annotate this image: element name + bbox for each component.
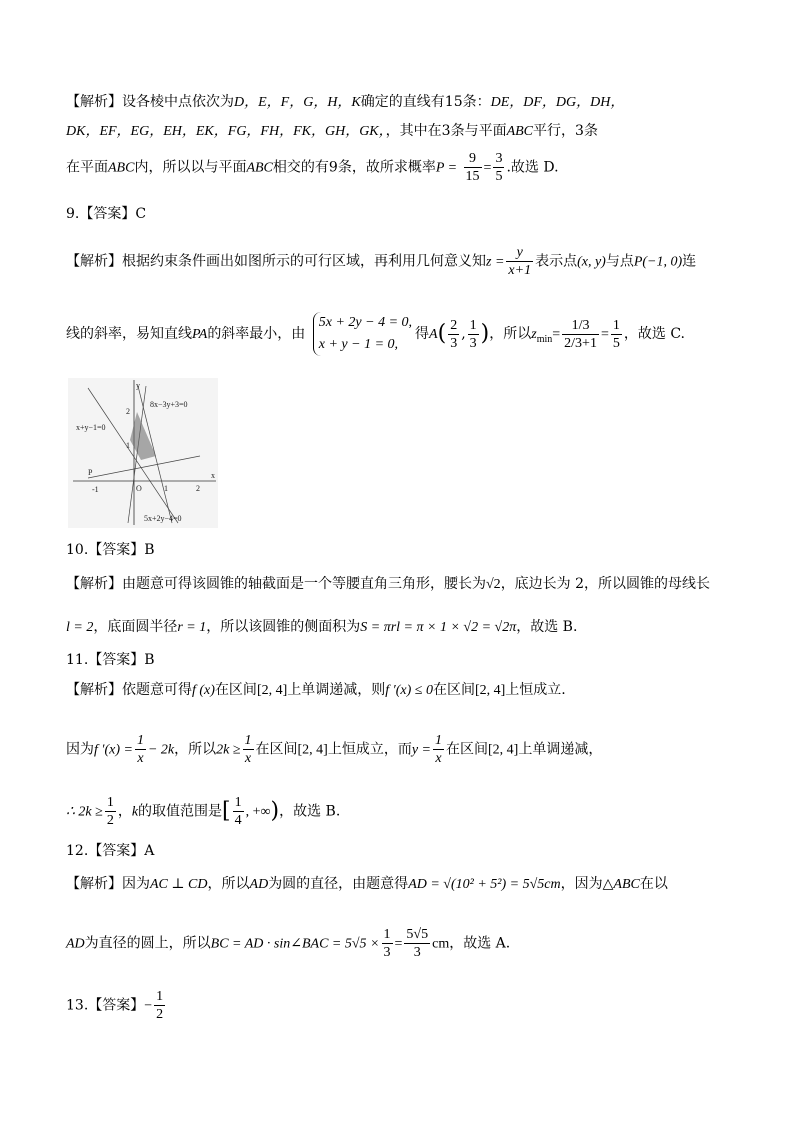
text: 【解析】根据约束条件画出如图所示的可行区域，再利用几何意义知 <box>66 253 486 270</box>
den: 15 <box>465 169 480 184</box>
den: x+1 <box>508 263 532 278</box>
text-line <box>66 92 624 113</box>
text: ，因为△ <box>560 876 614 892</box>
math: AD = √(10² + 5²) = 5√5cm <box>408 877 561 892</box>
den: 2 <box>156 1007 164 1022</box>
paren: ) <box>480 321 490 346</box>
math: 2k ≥ <box>216 742 241 758</box>
text: 表示点 <box>535 253 578 270</box>
bracket: [ <box>222 798 231 824</box>
text: ，所以 <box>489 326 532 342</box>
text: 平行，3条 <box>533 123 598 139</box>
text: 在区间 <box>446 741 489 758</box>
text: 【解析】由题意可得该圆锥的轴截面是一个等腰直角三角形，腰长为 <box>66 576 486 592</box>
feasible-region-figure <box>68 378 218 528</box>
math: [2, 4] <box>474 683 506 698</box>
den: 3 <box>450 335 458 351</box>
math: f ′(x) ≤ 0 <box>385 683 433 698</box>
text-line: 线的斜率，易知直线PA的斜率最小，由 5x + 2y − 4 = 0, x + y − 1 = 0, 得A( $\frac{2}{3}$ , $\frac{1}{3}$ )，所以$z_{min}=$ $\frac{1/3}{2/3+1}$ = $\frac{1}{5}$ ，故选 C. <box>66 312 685 356</box>
text: 上恒成立. <box>505 682 566 698</box>
math: PA <box>192 327 208 342</box>
math: − 2k <box>147 742 175 758</box>
text: .故选 D. <box>506 159 559 176</box>
text: ，底面圆半径 <box>93 619 178 635</box>
math: P = <box>435 160 458 176</box>
label-t2: 2 <box>196 484 200 493</box>
label-xy: x+y−1=0 <box>76 423 106 432</box>
text: 上单调递减，则 <box>287 682 386 698</box>
text-line <box>66 794 340 829</box>
fraction <box>448 317 459 352</box>
math: k <box>131 804 139 820</box>
answer-heading: 12.【答案】A <box>66 843 155 859</box>
math: ∴ 2k ≥ <box>66 804 103 820</box>
text: ，故选 C. <box>623 326 685 342</box>
text: 在区间 <box>255 741 298 758</box>
fraction <box>464 150 482 185</box>
label-m1: -1 <box>92 485 99 494</box>
num: 1 <box>244 733 252 748</box>
label-p: P <box>88 468 93 477</box>
text: 确定的直线有15条： <box>360 94 491 110</box>
num: 1 <box>234 795 242 810</box>
fraction <box>611 317 622 352</box>
den: x <box>435 751 442 766</box>
text: ，所以 <box>207 876 250 892</box>
sub: min <box>536 333 553 345</box>
text-line <box>66 874 668 895</box>
fraction <box>243 732 254 767</box>
text: ，所以 <box>174 741 217 758</box>
text: ，故选 B. <box>279 803 341 820</box>
text: ，故选 B. <box>516 619 578 635</box>
math: P(−1, 0) <box>633 254 683 270</box>
fraction <box>404 926 430 961</box>
fraction <box>382 926 393 961</box>
den: 2 <box>106 813 114 828</box>
math: AD <box>249 877 269 892</box>
text: 在区间 <box>432 682 475 698</box>
fraction <box>154 988 165 1023</box>
math: S = πrl = π × 1 × √2 = √2π <box>360 620 517 635</box>
fraction <box>233 794 244 829</box>
den: 4 <box>234 813 242 828</box>
den: 5 <box>495 169 503 184</box>
math: ABC <box>108 160 135 176</box>
answer-heading: 11.【答案】B <box>66 652 155 668</box>
math: y = <box>411 742 432 758</box>
label-t1: 1 <box>164 484 168 493</box>
num: 9 <box>464 150 482 168</box>
eq: = <box>394 936 403 952</box>
math: f (x) <box>192 683 215 698</box>
paren: ( <box>437 321 447 346</box>
text: 【解析】依题意可得 <box>66 682 192 698</box>
num: 3 <box>495 151 503 166</box>
den: 3 <box>383 945 391 960</box>
den: 3 <box>413 945 421 960</box>
fraction <box>562 317 599 352</box>
text: 为直径的圆上，所以 <box>84 935 211 952</box>
math: r = 1 <box>177 620 207 635</box>
math: z = <box>486 254 505 270</box>
text-line <box>66 150 559 185</box>
label-5x: 5x+2y−4=0 <box>144 514 182 523</box>
label-y: y <box>136 381 140 390</box>
text: 相交的有9条，故所求概率 <box>272 159 436 176</box>
fraction <box>105 794 116 829</box>
math: AC ⊥ CD <box>150 877 208 892</box>
text: 在以 <box>639 876 668 892</box>
eq: x + y − 1 = 0, <box>318 337 399 352</box>
answer-heading: 10.【答案】B <box>66 542 155 558</box>
text: 与点 <box>605 253 634 270</box>
den: 2/3+1 <box>564 335 597 351</box>
label-8x: 8x−3y+3=0 <box>150 400 188 409</box>
math: A <box>429 327 438 342</box>
text: 【解析】设各棱中点依次为 <box>66 94 234 110</box>
label-y2: 2 <box>126 407 130 416</box>
math: [2, 4] <box>488 742 519 758</box>
label-y1: 1 <box>126 441 130 450</box>
num: 1 <box>612 317 620 333</box>
math: ABC <box>506 124 534 139</box>
math: √2 <box>486 577 501 592</box>
text: ， <box>117 803 132 820</box>
text: 【解析】因为 <box>66 876 150 892</box>
den: 5 <box>612 335 620 351</box>
answer-heading: 9.【答案】C <box>66 206 147 222</box>
text: 上单调递减， <box>518 741 603 758</box>
math: (x, y) <box>577 254 606 270</box>
num: 1 <box>106 795 114 810</box>
fraction <box>468 317 479 352</box>
text-line <box>66 244 696 279</box>
text: 连 <box>682 253 697 270</box>
text: 的取值范围是 <box>138 803 223 820</box>
math: [2, 4] <box>256 683 288 698</box>
num: 1 <box>469 317 477 333</box>
eq: = <box>600 327 609 342</box>
text: ，其中在3条与平面 <box>385 123 507 139</box>
text: 线的斜率，易知直线 <box>66 326 192 342</box>
text-line <box>66 574 710 595</box>
math: BC = AD · sin∠BAC = 5√5 × <box>210 936 380 952</box>
den: x <box>244 751 252 766</box>
num: 1 <box>156 989 164 1004</box>
answer-heading <box>66 988 167 1023</box>
den: 3 <box>469 335 477 351</box>
eq: = <box>552 327 561 342</box>
text-line <box>66 926 510 961</box>
text: 在平面 <box>66 159 108 176</box>
text: 得 <box>415 326 430 342</box>
text: 内，所以以与平面 <box>134 159 247 176</box>
math-vars: D，E，F，G，H，K <box>234 95 361 110</box>
text: 上恒成立，而 <box>327 741 412 758</box>
eq: = <box>483 160 492 176</box>
num: 1 <box>383 927 391 942</box>
den: x <box>137 751 144 766</box>
math: z <box>531 327 537 342</box>
math: ABC <box>246 160 273 176</box>
equation-system <box>313 312 412 356</box>
num: 1 <box>136 733 144 748</box>
fraction <box>506 244 533 279</box>
text: 为圆的直径，由题意得 <box>268 876 409 892</box>
math: f ′(x) = <box>94 742 133 758</box>
label-x: x <box>211 471 215 480</box>
label-o: O <box>136 484 142 493</box>
text-line <box>66 617 577 638</box>
math-lines: DK，EF，EG，EH，EK，FG，FH，FK，GH，GK， <box>66 124 386 139</box>
text-line <box>66 680 566 701</box>
num: 5√5 <box>406 927 429 942</box>
text: 在区间 <box>214 682 257 698</box>
math: AD <box>66 936 85 952</box>
fraction <box>433 732 444 767</box>
text: 的斜率最小，由 <box>207 326 306 342</box>
eq: 5x + 2y − 4 = 0, <box>318 315 413 330</box>
math: [2, 4] <box>297 742 328 758</box>
text-line <box>66 121 598 142</box>
math: l = 2 <box>66 620 94 635</box>
text: ，底边长为 2，所以圆锥的母线长 <box>500 576 711 592</box>
text: 因为 <box>66 741 94 758</box>
text-line <box>66 732 602 767</box>
num: y <box>506 244 533 262</box>
math: , +∞ <box>245 804 271 820</box>
text: ，故选 A. <box>449 935 511 952</box>
unit: cm <box>432 936 450 952</box>
num: 1 <box>435 733 443 748</box>
num: 1/3 <box>562 317 599 335</box>
text: 13.【答案】 <box>66 997 145 1014</box>
fraction <box>135 732 146 767</box>
text: ，所以该圆锥的侧面积为 <box>206 619 361 635</box>
fraction <box>493 150 504 185</box>
math-lines: DE，DF，DG，DH， <box>490 95 625 110</box>
num: 2 <box>450 317 458 333</box>
paren: ) <box>270 798 280 824</box>
sign: − <box>144 998 153 1014</box>
math: ABC <box>613 877 640 892</box>
